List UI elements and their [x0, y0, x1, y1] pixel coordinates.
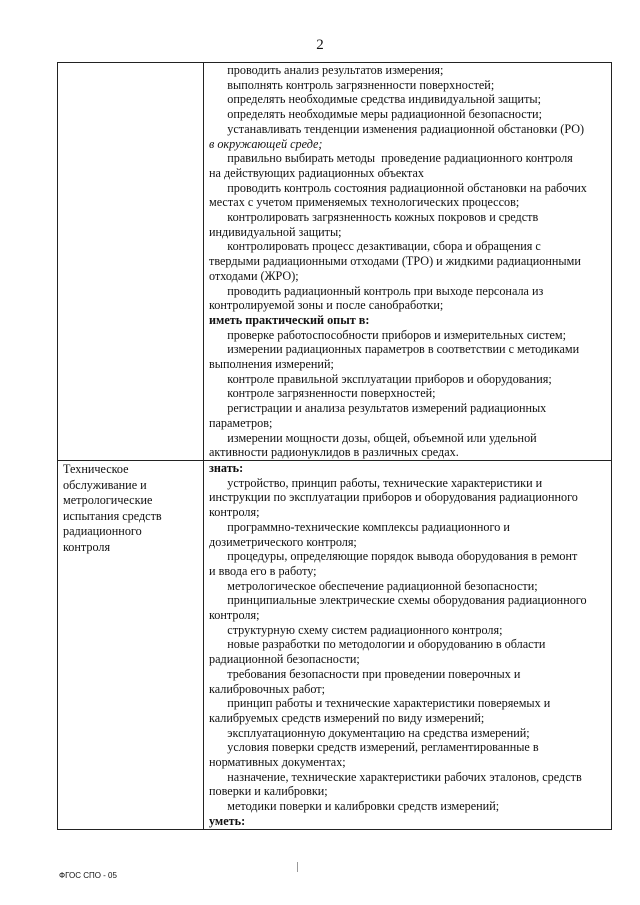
requirement-line: поверки и калибровки; [209, 784, 328, 799]
requirements-cell [204, 460, 612, 829]
requirement-line: регистрации и анализа результатов измерений радиационных [209, 401, 547, 416]
section-title-cell [58, 460, 204, 829]
requirement-line: в окружающей среде; [209, 136, 323, 151]
requirement-line: условия поверки средств измерений, регламентированные в [209, 740, 539, 755]
requirements-heading: знать: [209, 460, 244, 475]
requirement-line: инструкции по эксплуатации приборов и оборудования радиационного [209, 490, 578, 505]
table-row [58, 63, 612, 461]
requirement-line: программно-технические комплексы радиационного и [209, 519, 510, 534]
requirement-line: требования безопасности при проведении поверочных и [209, 666, 521, 681]
requirement-line: контролируемой зоны и после санобработки; [209, 298, 444, 313]
requirement-line: контроле загрязненности поверхностей; [209, 386, 436, 401]
requirement-line: контроля; [209, 505, 260, 520]
requirement-line: принципиальные электрические схемы оборудования радиационного [209, 593, 587, 608]
requirement-line: определять необходимые меры радиационной безопасности; [209, 107, 542, 122]
requirement-line: правильно выбирать методы проведение радиационного контроля [209, 151, 573, 166]
requirements-heading: иметь практический опыт в: [209, 312, 370, 327]
requirement-line: выполнения измерений; [209, 357, 334, 372]
section-title-line: радиационного [63, 524, 142, 539]
requirement-line: твердыми радиационными отходами (ТРО) и жидкими радиационными [209, 254, 581, 269]
requirement-line: проводить контроль состояния радиационной обстановки на рабочих [209, 180, 587, 195]
requirement-line: калибровочных работ; [209, 681, 326, 696]
requirement-line: определять необходимые средства индивидуальной защиты; [209, 92, 541, 107]
requirement-line: устанавливать тенденции изменения радиационной обстановки (РО) [209, 121, 585, 136]
requirement-line: принцип работы и технические характеристики поверяемых и [209, 696, 551, 711]
competency-table [57, 62, 612, 830]
requirement-line: проводить радиационный контроль при выходе персонала из [209, 283, 544, 298]
section-title-line: Техническое [63, 461, 129, 476]
requirement-line: радиационной безопасности; [209, 652, 360, 667]
footer-code: ФГОС СПО - 05 [59, 871, 117, 880]
requirement-line: процедуры, определяющие порядок вывода оборудования в ремонт [209, 549, 578, 564]
requirement-line: параметров; [209, 415, 273, 430]
requirement-line: местах с учетом применяемых технологических процессов; [209, 195, 520, 210]
requirement-line: новые разработки по методологии и оборудованию в области [209, 637, 546, 652]
requirement-line: активности радионуклидов в различных средах. [209, 445, 459, 460]
table-row [58, 460, 612, 829]
requirement-line: измерении мощности дозы, общей, объемной или удельной [209, 430, 537, 445]
requirement-line: назначение, технические характеристики рабочих эталонов, средств [209, 769, 582, 784]
requirement-line: устройство, принцип работы, технические характеристики и [209, 475, 543, 490]
requirement-line: измерении радиационных параметров в соответствии с методиками [209, 342, 580, 357]
scan-mark [297, 862, 298, 872]
requirement-line: на действующих радиационных объектах [209, 165, 425, 180]
requirement-line: методики поверки и калибровки средств измерений; [209, 799, 500, 814]
requirement-line: метрологическое обеспечение радиационной безопасности; [209, 578, 538, 593]
requirement-line: структурную схему систем радиационного контроля; [209, 622, 503, 637]
requirement-line: калибруемых средств измерений по виду измерений; [209, 710, 485, 725]
requirement-line: контроле правильной эксплуатации приборов и оборудования; [209, 371, 552, 386]
requirement-line: отходами (ЖРО); [209, 268, 299, 283]
section-title-line: метрологические [63, 493, 153, 508]
requirement-line: контролировать процесс дезактивации, сбора и обращения с [209, 239, 541, 254]
requirement-line: выполнять контроль загрязненности поверхностей; [209, 77, 495, 92]
requirement-line: индивидуальной защиты; [209, 224, 342, 239]
requirement-line: проверке работоспособности приборов и измерительных систем; [209, 327, 567, 342]
requirement-line: эксплуатационную документацию на средства измерений; [209, 725, 530, 740]
requirement-line: контроля; [209, 608, 260, 623]
requirements-cell [204, 63, 612, 461]
section-title-cell [58, 63, 204, 461]
requirement-line: проводить анализ результатов измерения; [209, 63, 444, 77]
section-title-line: испытания средств [63, 508, 162, 523]
section-title-line: контроля [63, 539, 111, 554]
section-title-line: обслуживание и [63, 477, 147, 492]
page-number: 2 [316, 37, 324, 53]
requirement-line: дозиметрического контроля; [209, 534, 357, 549]
requirement-line: и ввода его в работу; [209, 563, 317, 578]
requirement-line: контролировать загрязненность кожных покровов и средств [209, 210, 539, 225]
requirement-line: нормативных документах; [209, 755, 346, 770]
requirements-heading: уметь: [209, 813, 246, 828]
